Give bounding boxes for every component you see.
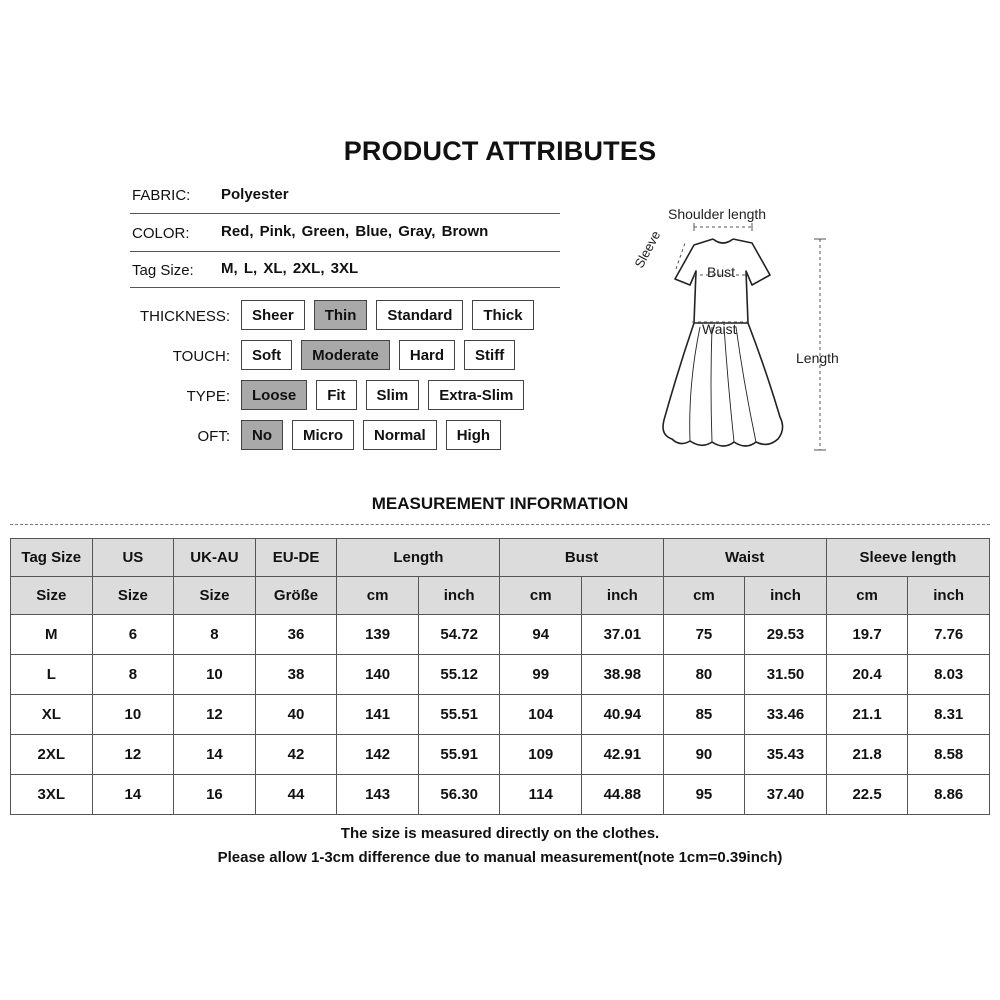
table-cell: 8.31 <box>908 695 990 735</box>
column-subheader: inch <box>582 577 664 615</box>
dotted-divider <box>10 524 990 525</box>
option-thin: Thin <box>314 300 368 330</box>
table-cell: 12 <box>92 735 174 775</box>
table-cell: 56.30 <box>418 775 500 815</box>
table-cell: 20.4 <box>826 655 908 695</box>
option-fit: Fit <box>316 380 356 410</box>
column-subheader: Size <box>92 577 174 615</box>
table-row <box>11 775 990 815</box>
length-label: Length <box>796 350 839 366</box>
tag-size-label: Tag Size: <box>132 262 194 279</box>
option-loose: Loose <box>241 380 307 410</box>
option-slim: Slim <box>366 380 420 410</box>
option-row <box>241 420 501 450</box>
table-cell: 2XL <box>11 735 93 775</box>
option-normal: Normal <box>363 420 437 450</box>
column-group-header: Waist <box>663 539 826 577</box>
table-cell: 19.7 <box>826 615 908 655</box>
table-cell: 90 <box>663 735 745 775</box>
fabric-label: FABRIC: <box>132 187 191 204</box>
note-measured: The size is measured directly on the clothes. <box>340 825 660 842</box>
column-group-header: Bust <box>500 539 663 577</box>
option-sheer: Sheer <box>241 300 305 330</box>
column-group-header: UK-AU <box>174 539 256 577</box>
table-cell: 33.46 <box>745 695 827 735</box>
option-label: THICKNESS: <box>139 308 230 325</box>
table-cell: 54.72 <box>418 615 500 655</box>
table-cell: 31.50 <box>745 655 827 695</box>
sleeve-label: Sleeve <box>631 228 664 271</box>
table-cell: 14 <box>92 775 174 815</box>
option-moderate: Moderate <box>301 340 390 370</box>
table-cell: 55.91 <box>418 735 500 775</box>
column-subheader: cm <box>337 577 419 615</box>
table-cell: 142 <box>337 735 419 775</box>
table-cell: 8 <box>92 655 174 695</box>
table-cell: 95 <box>663 775 745 815</box>
note-difference: Please allow 1-3cm difference due to manual measurement(note 1cm=0.39inch) <box>217 849 783 866</box>
table-cell: 14 <box>174 735 256 775</box>
option-soft: Soft <box>241 340 292 370</box>
column-subheader: inch <box>745 577 827 615</box>
table-cell: 6 <box>92 615 174 655</box>
dress-diagram <box>620 195 870 465</box>
neckline-shape <box>713 239 733 243</box>
table-cell: 37.40 <box>745 775 827 815</box>
table-cell: 42 <box>255 735 337 775</box>
table-cell: 94 <box>500 615 582 655</box>
table-cell: 114 <box>500 775 582 815</box>
table-cell: 21.8 <box>826 735 908 775</box>
table-cell: 80 <box>663 655 745 695</box>
column-subheader: cm <box>663 577 745 615</box>
column-subheader: inch <box>908 577 990 615</box>
table-cell: 85 <box>663 695 745 735</box>
table-row <box>11 695 990 735</box>
column-group-header: Length <box>337 539 500 577</box>
column-group-header: Sleeve length <box>826 539 989 577</box>
option-standard: Standard <box>376 300 463 330</box>
table-cell: 35.43 <box>745 735 827 775</box>
size-table <box>10 538 990 815</box>
table-row <box>11 735 990 775</box>
table-cell: 140 <box>337 655 419 695</box>
option-row <box>241 340 515 370</box>
table-cell: 104 <box>500 695 582 735</box>
table-cell: 139 <box>337 615 419 655</box>
table-cell: 44.88 <box>582 775 664 815</box>
table-cell: 40 <box>255 695 337 735</box>
table-header-row <box>11 539 990 577</box>
option-extra-slim: Extra-Slim <box>428 380 524 410</box>
table-cell: 8.03 <box>908 655 990 695</box>
option-row <box>241 380 524 410</box>
table-cell: XL <box>11 695 93 735</box>
table-cell: 141 <box>337 695 419 735</box>
shoulder-label: Shoulder length <box>668 206 767 222</box>
skirt-shape <box>663 323 783 446</box>
table-cell: 42.91 <box>582 735 664 775</box>
option-high: High <box>446 420 501 450</box>
color-label: COLOR: <box>132 225 190 242</box>
table-cell: 3XL <box>11 775 93 815</box>
color-value: Red, Pink, Green, Blue, Gray, Brown <box>221 223 489 240</box>
option-row <box>241 300 534 330</box>
table-cell: L <box>11 655 93 695</box>
table-cell: 10 <box>92 695 174 735</box>
option-hard: Hard <box>399 340 455 370</box>
column-subheader: Größe <box>255 577 337 615</box>
table-subheader-row <box>11 577 990 615</box>
table-cell: 37.01 <box>582 615 664 655</box>
column-subheader: Size <box>11 577 93 615</box>
column-subheader: cm <box>826 577 908 615</box>
option-stiff: Stiff <box>464 340 515 370</box>
table-cell: 143 <box>337 775 419 815</box>
bust-label: Bust <box>707 264 736 280</box>
column-subheader: Size <box>174 577 256 615</box>
table-cell: 55.12 <box>418 655 500 695</box>
column-subheader: inch <box>418 577 500 615</box>
page-title: PRODUCT ATTRIBUTES <box>343 136 657 166</box>
option-label: OFT: <box>197 428 230 445</box>
option-label: TYPE: <box>186 388 230 405</box>
table-cell: 38.98 <box>582 655 664 695</box>
table-cell: 10 <box>174 655 256 695</box>
table-cell: 8.58 <box>908 735 990 775</box>
column-subheader: cm <box>500 577 582 615</box>
table-cell: 29.53 <box>745 615 827 655</box>
table-cell: 7.76 <box>908 615 990 655</box>
table-cell: 38 <box>255 655 337 695</box>
table-cell: 16 <box>174 775 256 815</box>
table-cell: 109 <box>500 735 582 775</box>
table-cell: 55.51 <box>418 695 500 735</box>
divider <box>130 251 560 252</box>
column-group-header: Tag Size <box>11 539 93 577</box>
table-cell: 75 <box>663 615 745 655</box>
table-cell: 8 <box>174 615 256 655</box>
fabric-value: Polyester <box>221 186 289 203</box>
column-group-header: US <box>92 539 174 577</box>
table-cell: 8.86 <box>908 775 990 815</box>
option-micro: Micro <box>292 420 354 450</box>
divider <box>130 287 560 288</box>
column-group-header: EU-DE <box>255 539 337 577</box>
bodice-shape <box>675 239 770 323</box>
waist-label: Waist <box>702 321 737 337</box>
table-cell: M <box>11 615 93 655</box>
measurement-title: MEASUREMENT INFORMATION <box>371 494 629 513</box>
table-cell: 99 <box>500 655 582 695</box>
table-cell: 21.1 <box>826 695 908 735</box>
option-thick: Thick <box>472 300 533 330</box>
tag-size-value: M, L, XL, 2XL, 3XL <box>221 260 359 277</box>
option-label: TOUCH: <box>172 348 230 365</box>
table-row <box>11 615 990 655</box>
table-cell: 40.94 <box>582 695 664 735</box>
table-cell: 22.5 <box>826 775 908 815</box>
table-cell: 44 <box>255 775 337 815</box>
option-no: No <box>241 420 283 450</box>
table-cell: 36 <box>255 615 337 655</box>
table-cell: 12 <box>174 695 256 735</box>
divider <box>130 213 560 214</box>
table-row <box>11 655 990 695</box>
